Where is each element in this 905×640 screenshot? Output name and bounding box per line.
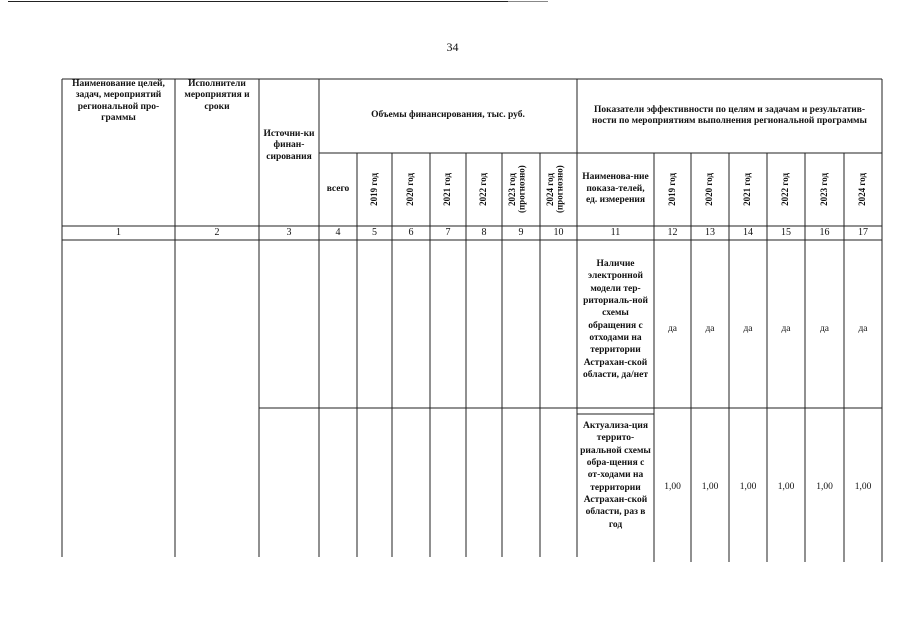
header-indicator-year: 2020 год [704,173,715,206]
header-goals: Наименование целей, задач, мероприятий региональной про-граммы [72,79,165,124]
indicator-value: да [743,324,753,334]
header-indicators-group: Показатели эффективности по целям и задачам и результатив-ности по мероприятиям выполнения региональной программы [592,104,867,126]
indicator-value: 1,00 [854,482,872,492]
indicator-value: да [667,324,678,334]
column-number: 13 [705,227,715,238]
header-funding-year: 2021 год [442,173,453,206]
header-funding-year: 2019 год [368,173,379,206]
column-number: 17 [858,227,868,238]
indicator-value: 1,00 [664,482,681,492]
indicator-value: 1,00 [777,482,795,492]
column-number: 16 [819,227,830,238]
column-number: 12 [667,227,678,238]
header-indicator-name: Наименова-ние показа-телей, ед. измерения [582,172,649,206]
indicator-name-cell: Наличие электронной модели тер-риториаль-ной схемы обращения с отходами на территории Астрахан-ской области, да/нет [582,259,648,381]
column-number: 9 [518,227,524,238]
indicator-value: да [819,324,830,334]
column-number: 6 [408,227,414,238]
column-number: 5 [372,227,377,238]
header-funding-total: всего [326,183,350,194]
header-funding-year: 2023 год (прогнозно) [507,165,527,214]
indicator-value: 1,00 [739,482,757,492]
header-indicator-year: 2021 год [742,173,753,206]
page-number: 34 [446,40,459,54]
column-number: 4 [335,227,341,238]
column-number: 14 [743,227,753,238]
column-number: 15 [781,227,791,238]
header-executors: Исполнители мероприятия и сроки [184,79,250,112]
indicator-value: 1,00 [701,482,719,492]
header-indicator-year: 2023 год [818,173,829,206]
indicator-value: да [781,324,791,334]
column-number: 2 [214,227,220,238]
column-number: 1 [116,227,121,238]
header-indicator-year: 2022 год [780,173,791,206]
header-funding-year: 2022 год [478,173,489,206]
header-funding-group: Объемы финансирования, тыс. руб. [371,110,525,121]
indicator-name-cell: Актуализа-ция террито-риальной схемы обра-щения с от-ходами на территории Астрахан-ской области, раз в год [580,421,651,530]
header-funding-year: 2024 год (прогнозно) [544,165,564,214]
column-number: 7 [445,227,451,238]
column-number: 3 [286,227,292,238]
indicator-value: 1,00 [816,482,833,492]
header-indicator-year: 2019 год [666,173,677,206]
column-number: 10 [553,227,564,238]
column-number: 8 [481,227,487,238]
header-funding-year: 2020 год [405,173,416,206]
column-number: 11 [610,227,621,238]
indicator-value: да [858,324,868,334]
header-indicator-year: 2024 год [857,173,868,206]
indicator-value: да [705,324,715,334]
header-sources: Источни-ки финан-сирования [263,129,315,162]
